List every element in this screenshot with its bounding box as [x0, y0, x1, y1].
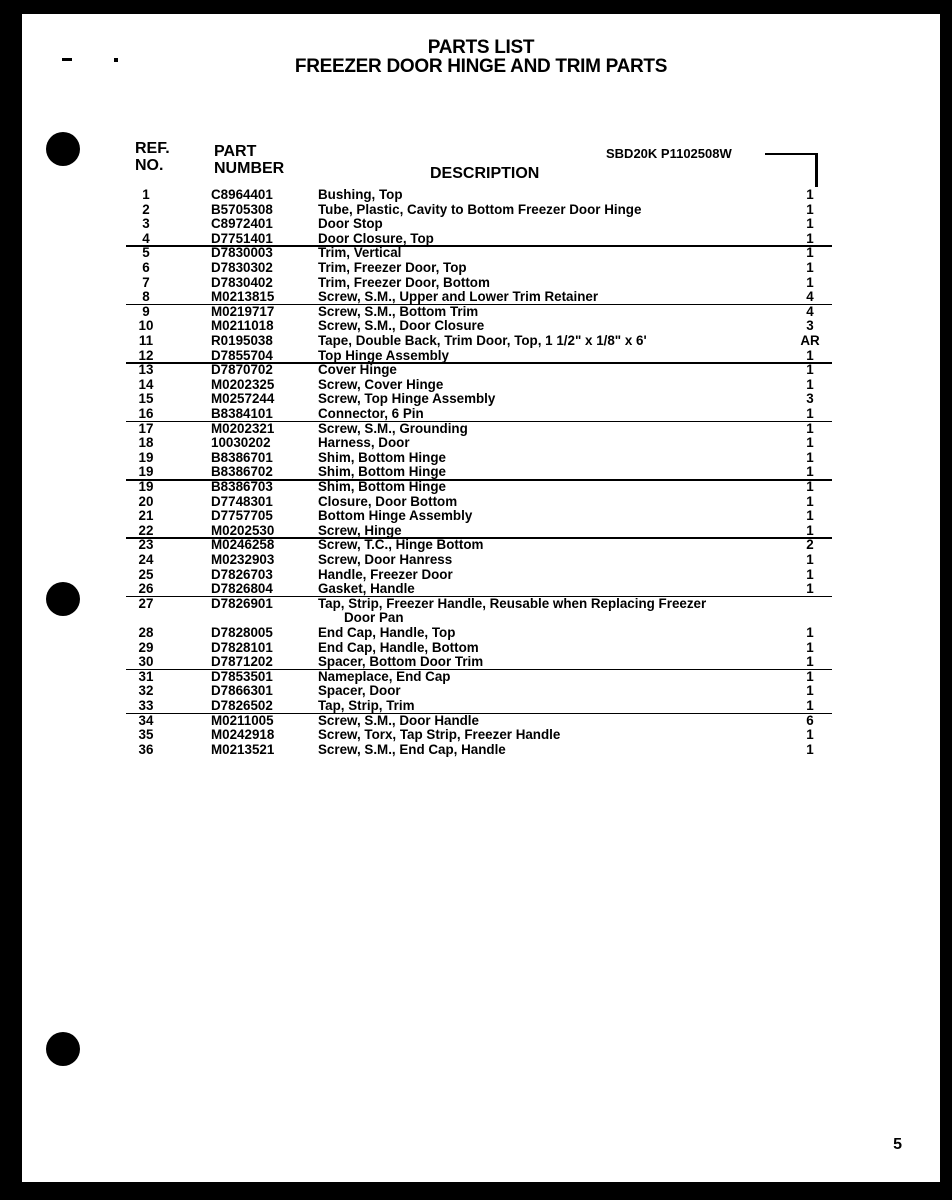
part-number: C8972401 — [211, 216, 273, 232]
punch-hole — [46, 1032, 80, 1066]
description: Trim, Freezer Door, Top — [318, 260, 467, 275]
part-number: M0202325 — [211, 376, 275, 392]
description: Shim, Bottom Hinge — [318, 479, 446, 494]
ref-number: 36 — [138, 741, 154, 757]
description: Bottom Hinge Assembly — [318, 508, 473, 524]
table-row — [22, 203, 940, 218]
description: Tap, Strip, Trim — [318, 698, 415, 713]
part-number: M0257244 — [211, 391, 275, 407]
ref-number: 4 — [142, 230, 150, 246]
part-number: D7870702 — [211, 362, 273, 378]
ref-number: 1 — [142, 187, 150, 202]
table-row — [22, 349, 940, 364]
ref-number: 27 — [138, 595, 154, 611]
quantity: 1 — [806, 566, 814, 582]
quantity: 1 — [806, 522, 814, 538]
description: Screw, Torx, Tap Strip, Freezer Handle — [318, 727, 561, 743]
quantity: 1 — [806, 376, 814, 392]
quantity: 1 — [806, 741, 814, 757]
quantity: 4 — [806, 289, 814, 305]
description: Tape, Double Back, Trim Door, Top, 1 1/2" x 1/8" x 6' — [318, 333, 647, 348]
quantity: 1 — [806, 493, 814, 509]
quantity: 1 — [806, 201, 814, 217]
ref-number: 25 — [138, 566, 154, 582]
table-row — [22, 480, 940, 495]
part-number: 10030202 — [211, 435, 271, 451]
part-number: M0202530 — [211, 522, 275, 538]
description: Handle, Freezer Door — [318, 566, 453, 582]
quantity: 1 — [806, 654, 814, 670]
description: Door Stop — [318, 216, 383, 232]
description: Screw, Door Hanress — [318, 552, 453, 567]
table-row — [22, 495, 940, 510]
model-bracket — [815, 153, 818, 187]
ref-number: 18 — [138, 435, 154, 451]
part-number: D7826703 — [211, 566, 273, 582]
quantity: 1 — [806, 552, 814, 567]
table-row-continuation — [22, 611, 940, 626]
ref-number: 19 — [138, 449, 154, 465]
description: Spacer, Door — [318, 683, 401, 699]
ref-header-line2: NO. — [135, 157, 164, 174]
part-number: M0211005 — [211, 712, 274, 728]
part-number: M0242918 — [211, 727, 275, 743]
quantity: 1 — [806, 216, 814, 232]
quantity: 1 — [806, 406, 814, 421]
table-row — [22, 392, 940, 407]
ref-number: 13 — [138, 362, 154, 378]
description: Screw, S.M., Door Closure — [318, 318, 485, 334]
description: Screw, S.M., Grounding — [318, 420, 468, 436]
ref-number: 19 — [138, 479, 154, 494]
table-row — [22, 641, 940, 656]
ref-number: 22 — [138, 522, 154, 538]
part-number: D7855704 — [211, 347, 273, 363]
description: Screw, Cover Hinge — [318, 376, 444, 392]
table-row — [22, 407, 940, 422]
model-number: SBD20K P1102508W — [606, 146, 732, 161]
quantity: 1 — [806, 581, 814, 597]
quantity: 1 — [806, 260, 814, 275]
description: Spacer, Bottom Door Trim — [318, 654, 484, 670]
part-header-line1: PART — [214, 143, 257, 160]
table-row — [22, 319, 940, 334]
ref-number: 6 — [142, 260, 150, 275]
ref-number: 28 — [138, 625, 154, 640]
quantity: 1 — [806, 683, 814, 699]
part-number: B8386702 — [211, 464, 273, 480]
quantity: 1 — [806, 449, 814, 465]
quantity: 1 — [806, 625, 814, 640]
table-row — [22, 714, 940, 729]
part-number: D7826901 — [211, 595, 273, 611]
table-row — [22, 582, 940, 597]
quantity: 1 — [806, 187, 814, 202]
table-row — [22, 728, 940, 743]
ref-number: 23 — [138, 537, 154, 553]
part-number: D7853501 — [211, 668, 273, 684]
table-row — [22, 436, 940, 451]
ref-number: 9 — [142, 303, 150, 319]
quantity: 3 — [806, 318, 814, 334]
part-number: B8386703 — [211, 479, 273, 494]
description: Harness, Door — [318, 435, 410, 451]
part-number: D7871202 — [211, 654, 273, 670]
table-row — [22, 290, 940, 305]
ref-number: 7 — [142, 274, 150, 290]
description: End Cap, Handle, Top — [318, 625, 456, 640]
table-row — [22, 553, 940, 568]
quantity: AR — [800, 333, 820, 348]
ref-number: 19 — [138, 464, 154, 480]
table-row — [22, 626, 940, 641]
description-continued: Door Pan — [344, 610, 404, 626]
ref-number: 16 — [138, 406, 154, 421]
quantity: 1 — [806, 508, 814, 524]
ref-number: 31 — [138, 668, 154, 684]
ref-number: 11 — [138, 333, 154, 348]
description: Shim, Bottom Hinge — [318, 449, 446, 465]
table-row — [22, 743, 940, 758]
ref-number: 10 — [138, 318, 154, 334]
ref-header-line1: REF. — [135, 140, 170, 157]
table-row — [22, 305, 940, 320]
description: Screw, Hinge — [318, 522, 402, 538]
ref-number: 5 — [142, 245, 150, 261]
part-number-header — [214, 143, 284, 177]
table-row — [22, 378, 940, 393]
part-number: B8386701 — [211, 449, 273, 465]
description: Trim, Freezer Door, Bottom — [318, 274, 490, 290]
ref-number: 3 — [142, 216, 150, 232]
quantity: 1 — [806, 464, 814, 480]
ref-number: 32 — [138, 683, 154, 699]
table-row — [22, 670, 940, 685]
part-number: D7830402 — [211, 274, 273, 290]
description: End Cap, Handle, Bottom — [318, 639, 479, 655]
ref-number: 20 — [138, 493, 154, 509]
quantity: 1 — [806, 639, 814, 655]
ref-number: 21 — [138, 508, 154, 524]
table-row — [22, 261, 940, 276]
ref-number: 14 — [138, 376, 154, 392]
title-line-1: PARTS LIST — [427, 37, 535, 58]
part-number: M0211018 — [211, 318, 274, 334]
table-row — [22, 217, 940, 232]
quantity: 1 — [806, 420, 814, 436]
table-row — [22, 524, 940, 539]
table-row — [22, 597, 940, 612]
table-row — [22, 246, 940, 261]
quantity: 1 — [806, 479, 814, 494]
ref-number: 8 — [142, 289, 150, 305]
part-number: M0213521 — [211, 741, 275, 757]
table-row — [22, 451, 940, 466]
quantity: 1 — [806, 727, 814, 743]
part-number: M0232903 — [211, 552, 275, 567]
ref-no-header — [135, 140, 170, 174]
part-number: D7748301 — [211, 493, 273, 509]
table-row — [22, 699, 940, 714]
part-number: D7830302 — [211, 260, 273, 275]
table-row — [22, 363, 940, 378]
part-number: D7757705 — [211, 508, 273, 524]
table-row — [22, 684, 940, 699]
description: Closure, Door Bottom — [318, 493, 458, 509]
description: Screw, Top Hinge Assembly — [318, 391, 496, 407]
part-number: M0202321 — [211, 420, 275, 436]
model-bracket — [765, 153, 817, 155]
part-number: C8964401 — [211, 187, 273, 202]
description: Cover Hinge — [318, 362, 397, 378]
table-row — [22, 538, 940, 553]
part-number: D7751401 — [211, 230, 273, 246]
part-number: D7826502 — [211, 698, 273, 713]
table-row — [22, 422, 940, 437]
quantity: 1 — [806, 698, 814, 713]
description-header: DESCRIPTION — [430, 165, 540, 182]
quantity: 2 — [806, 537, 814, 553]
description: Screw, S.M., Upper and Lower Trim Retainer — [318, 289, 599, 305]
description: Tap, Strip, Freezer Handle, Reusable when Replacing Freezer — [318, 595, 707, 611]
description: Bushing, Top — [318, 187, 403, 202]
table-row — [22, 655, 940, 670]
quantity: 4 — [806, 303, 814, 319]
ref-number: 26 — [138, 581, 154, 597]
ref-number: 33 — [138, 698, 154, 713]
ref-number: 24 — [138, 552, 154, 567]
description: Trim, Vertical — [318, 245, 402, 261]
description: Top Hinge Assembly — [318, 347, 449, 363]
part-header-line2: NUMBER — [214, 160, 285, 177]
ref-number: 34 — [138, 712, 154, 728]
table-row — [22, 334, 940, 349]
description: Gasket, Handle — [318, 581, 415, 597]
quantity: 6 — [806, 712, 814, 728]
document-page — [22, 14, 940, 1182]
part-number: D7828005 — [211, 625, 273, 640]
part-number: M0219717 — [211, 303, 275, 319]
quantity: 1 — [806, 435, 814, 451]
part-number: D7866301 — [211, 683, 273, 699]
ref-number: 2 — [142, 201, 150, 217]
part-number: D7826804 — [211, 581, 273, 597]
table-row — [22, 276, 940, 291]
punch-hole — [46, 132, 80, 166]
quantity: 1 — [806, 347, 814, 363]
ref-number: 29 — [138, 639, 154, 655]
description: Screw, T.C., Hinge Bottom — [318, 537, 484, 553]
part-number: R0195038 — [211, 333, 273, 348]
part-number: M0246258 — [211, 537, 275, 553]
part-number: D7828101 — [211, 639, 273, 655]
title-line-2: FREEZER DOOR HINGE AND TRIM PARTS — [294, 56, 668, 77]
description: Shim, Bottom Hinge — [318, 464, 446, 480]
quantity: 1 — [806, 245, 814, 261]
part-number: B8384101 — [211, 406, 273, 421]
table-row — [22, 232, 940, 247]
part-number: D7830003 — [211, 245, 273, 261]
page-number: 5 — [893, 1136, 902, 1153]
part-number: M0213815 — [211, 289, 275, 305]
quantity: 1 — [806, 362, 814, 378]
quantity: 1 — [806, 230, 814, 246]
table-row — [22, 465, 940, 480]
ref-number: 30 — [138, 654, 154, 670]
description: Tube, Plastic, Cavity to Bottom Freezer Door Hinge — [318, 201, 642, 217]
description: Nameplace, End Cap — [318, 668, 451, 684]
description: Screw, S.M., Bottom Trim — [318, 303, 479, 319]
description: Screw, S.M., End Cap, Handle — [318, 741, 506, 757]
table-row — [22, 509, 940, 524]
description: Screw, S.M., Door Handle — [318, 712, 479, 728]
ref-number: 15 — [138, 391, 154, 407]
description: Door Closure, Top — [318, 230, 434, 246]
ref-number: 12 — [138, 347, 154, 363]
table-row — [22, 568, 940, 583]
ref-number: 35 — [138, 727, 154, 743]
quantity: 3 — [806, 391, 814, 407]
part-number: B5705308 — [211, 201, 273, 217]
quantity: 1 — [806, 274, 814, 290]
table-row — [22, 188, 940, 203]
ref-number: 17 — [138, 420, 154, 436]
quantity: 1 — [806, 668, 814, 684]
description: Connector, 6 Pin — [318, 406, 424, 421]
